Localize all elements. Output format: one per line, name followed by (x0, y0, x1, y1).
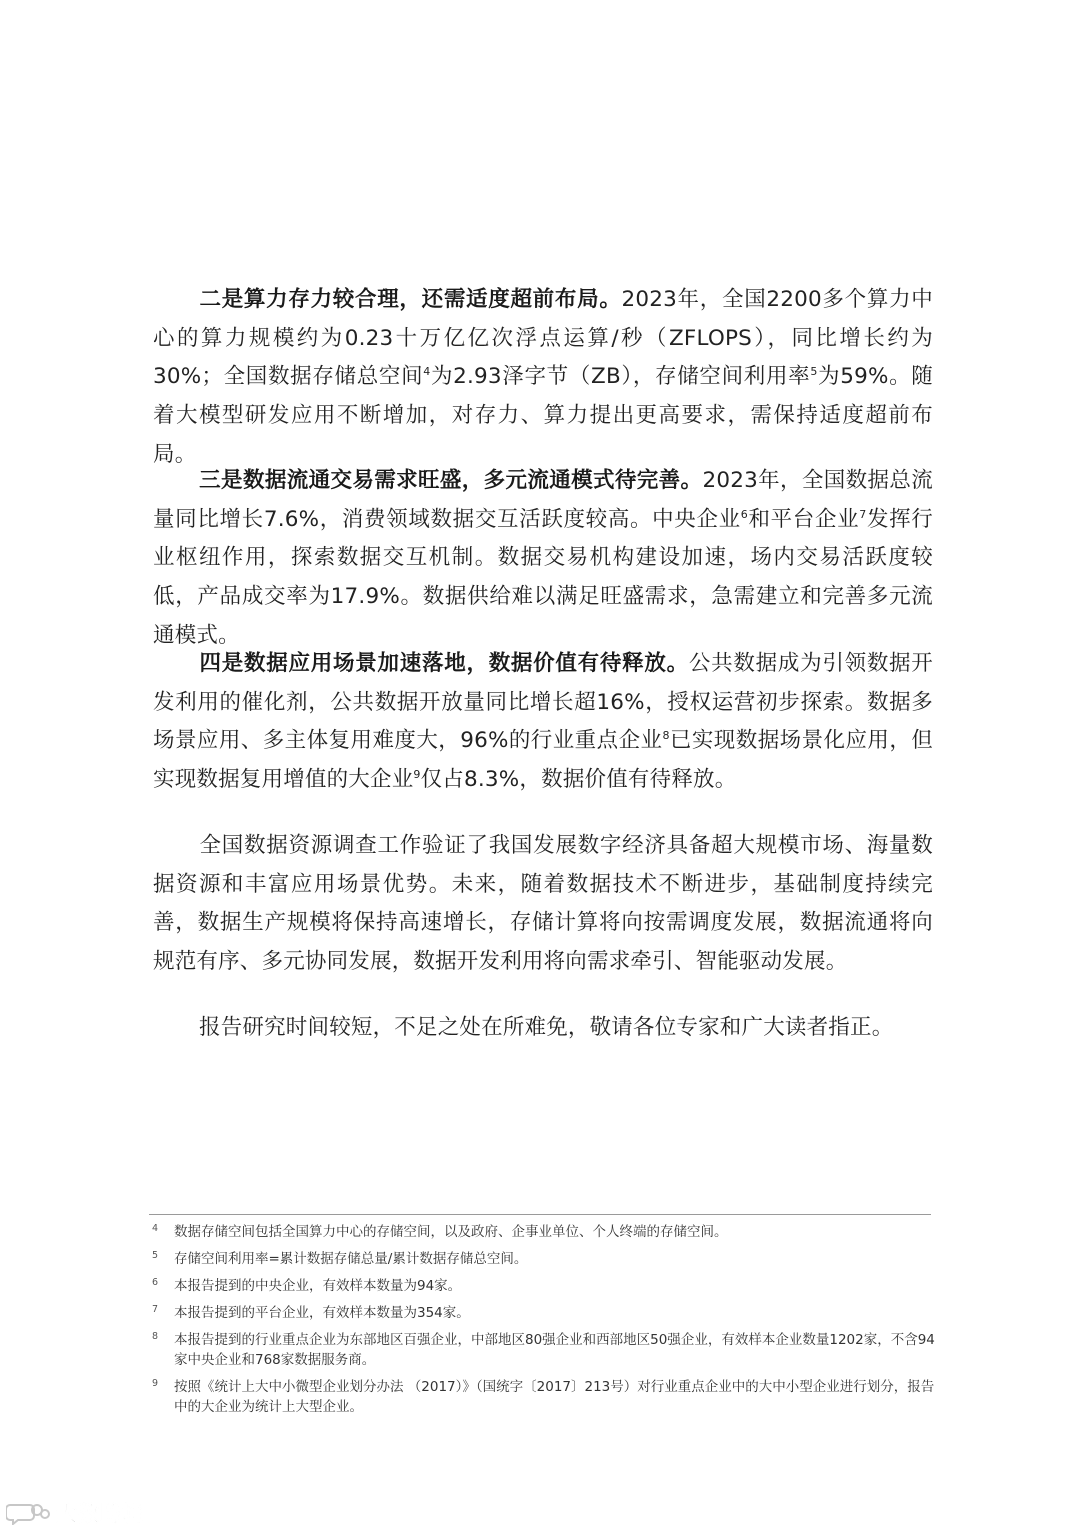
footnote-number: 4 (152, 1223, 159, 1234)
footnote-text: 按照《统计上大中小微型企业划分办法 （2017）》（国统字〔2017〕213号）对行业重点企业中的大中小型企业进行划分，报告中的大企业为统计上大型企业。 (174, 1379, 935, 1415)
footnote-number: 9 (152, 1378, 159, 1389)
footnote-text: 数据存储空间包括全国算力中心的存储空间，以及政府、企事业单位、个人终端的存储空间。 (174, 1224, 728, 1240)
footnote-ref[interactable]: 4 (423, 365, 431, 379)
footnote-text: 本报告提到的平台企业，有效样本数量为354家。 (174, 1305, 470, 1321)
footnote-text: 存储空间利用率=累计数据存储总量/累计数据存储总空间。 (174, 1251, 528, 1267)
footnote-item (149, 1276, 939, 1296)
footnote-text: 本报告提到的中央企业，有效样本数量为94家。 (174, 1278, 462, 1294)
footnote-number: 5 (152, 1250, 159, 1261)
footnote-ref[interactable]: 6 (740, 507, 748, 521)
footnote-item (149, 1222, 939, 1242)
watermark (6, 1497, 144, 1529)
paragraph-lead: 二是算力存力较合理，还需适度超前布局。 (199, 287, 622, 312)
paragraph-data-circulation: 三是数据流通交易需求旺盛，多元流通模式待完善。2023年，全国数据总流量同比增长7.6%，消费领域数据交互活跃度较高。中央企业$^6$和平台企业$^7$发挥行业枢纽作用，探索数据交互机制。数据交易机构建设加速，场内交易活跃度较低，产品成交率为17.9%。数据供给难以满足旺盛需求，急需建立和完善多元流通模式。 (153, 468, 933, 648)
footnote-ref[interactable]: 8 (662, 729, 670, 743)
footnote-number: 7 (152, 1304, 159, 1315)
footnote-divider (149, 1214, 931, 1215)
footnote-item (149, 1249, 939, 1269)
footnote-item (149, 1377, 939, 1417)
footnote-text: 本报告提到的行业重点企业为东部地区百强企业，中部地区80强企业和西部地区50强企业，有效样本企业数量1202家，不含94家中央企业和768家数据服务商。 (174, 1332, 935, 1368)
paragraph-lead: 三是数据流通交易需求旺盛，多元流通模式待完善。 (199, 468, 703, 493)
footnote-ref[interactable]: 7 (859, 507, 867, 521)
footnote-ref[interactable]: 9 (413, 768, 421, 782)
footnote-ref[interactable]: 5 (810, 365, 818, 379)
paragraph-computing-storage: 二是算力存力较合理，还需适度超前布局。2023年，全国2200多个算力中心的算力规模约为0.23十万亿亿次浮点运算/秒（ZFLOPS），同比增长约为30%；全国数据存储总空间$^4$为2.93泽字节（ZB），存储空间利用率$^5$为59%。随着大模型研发应用不断增加，对存力、算力提出更高要求，需保持适度超前布局。 (153, 287, 933, 467)
chat-bubble-logo-icon (6, 1501, 50, 1525)
paragraph-conclusion: 全国数据资源调查工作验证了我国发展数字经济具备超大规模市场、海量数据资源和丰富应用场景优势。未来，随着数据技术不断进步，基础制度持续完善，数据生产规模将保持高速增长，存储计算将向按需调度发展，数据流通将向规范有序、多元协同发展，数据开发利用将向需求牵引、智能驱动发展。 (153, 833, 933, 975)
watermark-text: 大数跨境 (56, 1502, 144, 1526)
footnote-item (149, 1303, 939, 1323)
footnote-item (149, 1330, 939, 1370)
paragraph-closing-note: 报告研究时间较短，不足之处在所难免，敬请各位专家和广大读者指正。 (199, 1015, 894, 1040)
paragraph-data-application: 四是数据应用场景加速落地，数据价值有待释放。公共数据成为引领数据开发利用的催化剂，公共数据开放量同比增长超16%，授权运营初步探索。数据多场景应用、多主体复用难度大，96%的行业重点企业$^8$已实现数据场景化应用，但实现数据复用增值的大企业$^9$仅占8.3%，数据价值有待释放。 (153, 651, 934, 793)
footnote-number: 8 (152, 1331, 159, 1342)
footnote-number: 6 (152, 1277, 159, 1288)
footnotes-list (149, 1222, 939, 1424)
paragraph-lead: 四是数据应用场景加速落地，数据价值有待释放。 (199, 651, 689, 676)
